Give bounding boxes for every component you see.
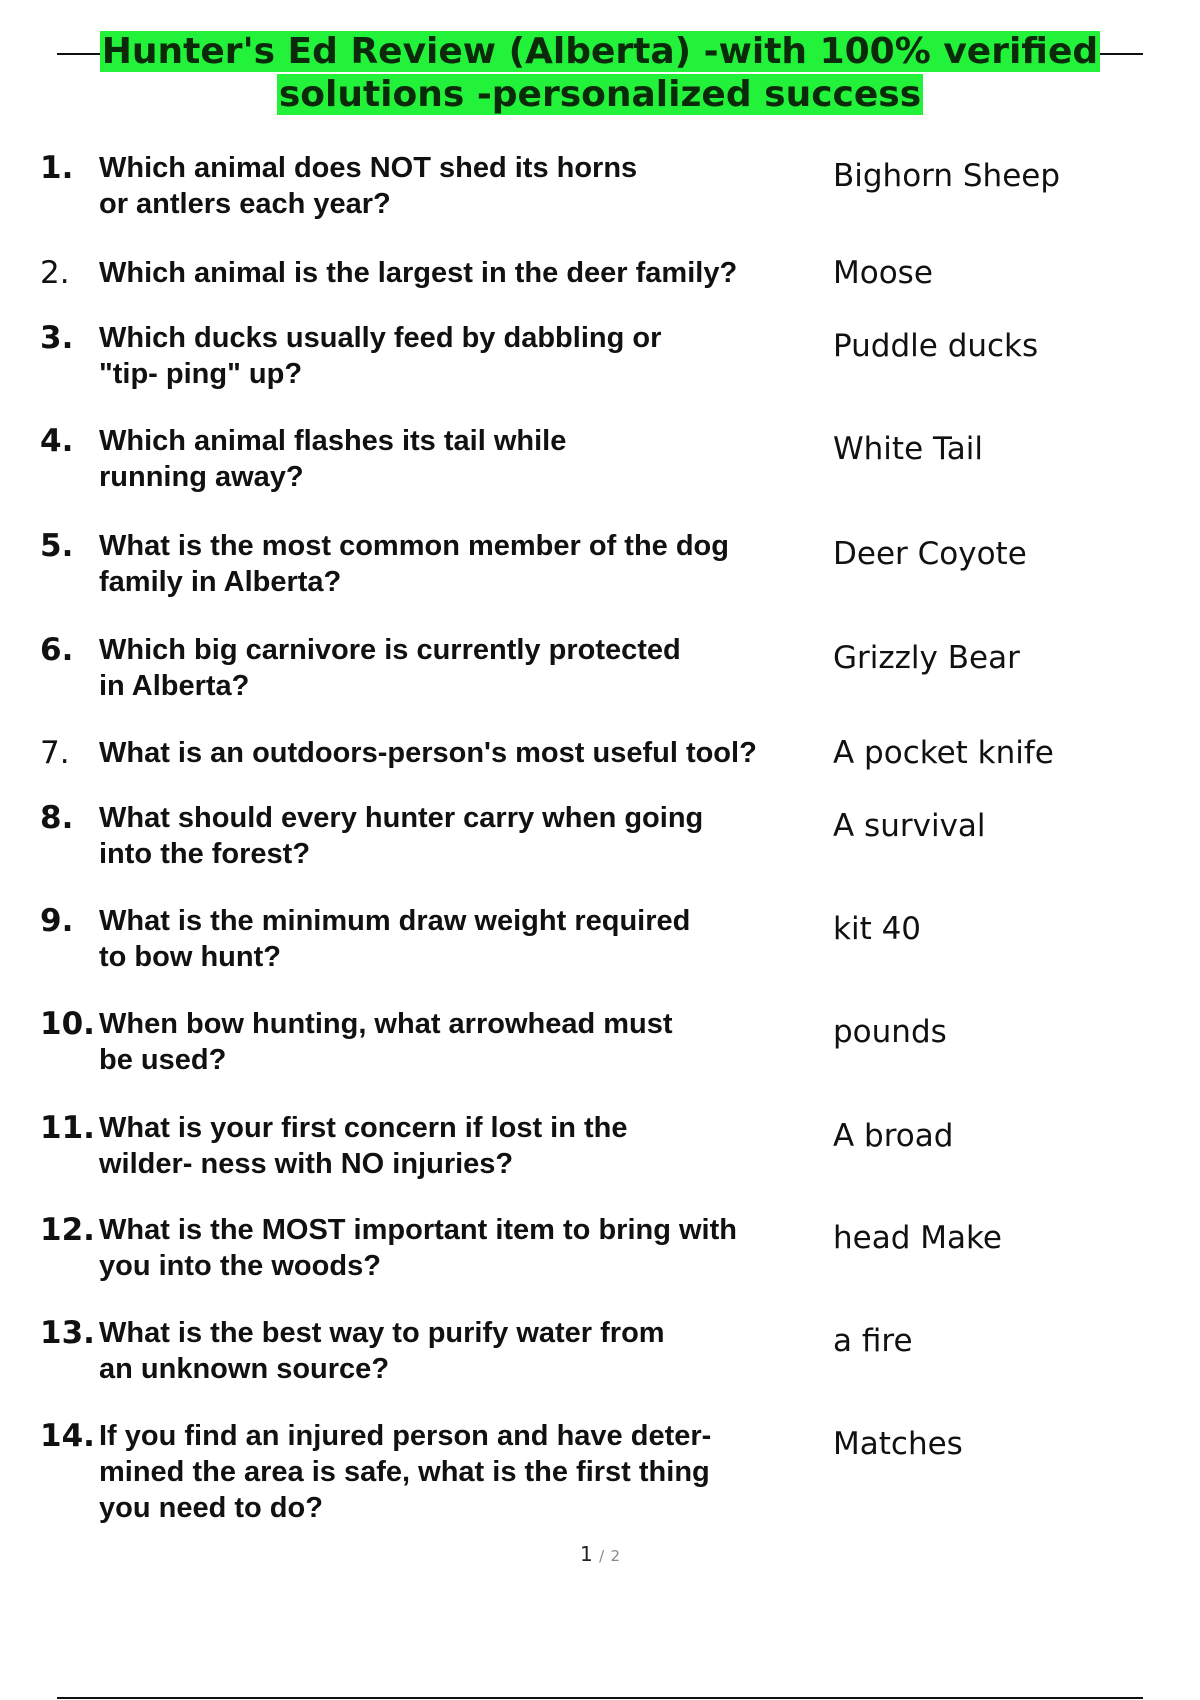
question-text <box>99 423 829 495</box>
question-text-line: What is the most common member of the dog <box>99 530 729 562</box>
question-number: 12. <box>40 1212 95 1248</box>
answer-text: Moose <box>833 255 933 291</box>
question-text-line: or antlers each year? <box>99 188 391 220</box>
question-number: 6. <box>40 632 74 668</box>
question-text <box>99 1315 829 1387</box>
question-number: 2. <box>40 255 70 291</box>
bottom-rule <box>57 1697 1143 1699</box>
question-text-line: running away? <box>99 461 304 493</box>
question-text-line: Which animal flashes its tail while <box>99 425 567 457</box>
page-indicator <box>0 1542 1200 1566</box>
question-text-line: What is the minimum draw weight required <box>99 905 691 937</box>
question-number: 13. <box>40 1315 95 1351</box>
question-text-line: you need to do? <box>99 1492 323 1524</box>
question-text-line: When bow hunting, what arrowhead must <box>99 1008 673 1040</box>
question-text-line: If you find an injured person and have deter- <box>99 1420 712 1452</box>
answer-text: A survival <box>833 808 986 844</box>
question-number: 11. <box>40 1110 95 1146</box>
question-text-line: What is the MOST important item to bring with <box>99 1214 737 1246</box>
question-number: 3. <box>40 320 74 356</box>
question-text-line: be used? <box>99 1044 227 1076</box>
question-text <box>99 1006 829 1078</box>
question-text-line: Which animal is the largest in the deer family? <box>99 257 738 289</box>
question-text <box>99 255 829 291</box>
question-number: 7. <box>40 735 70 771</box>
question-text <box>99 320 829 392</box>
question-number: 8. <box>40 800 74 836</box>
answer-text: head Make <box>833 1220 1002 1256</box>
answer-text: Puddle ducks <box>833 328 1039 364</box>
question-text-line: to bow hunt? <box>99 941 281 973</box>
question-text-line: mined the area is safe, what is the first thing <box>99 1456 710 1488</box>
answer-text: A pocket knife <box>833 735 1054 771</box>
question-text <box>99 1418 829 1526</box>
question-text <box>99 150 829 222</box>
answer-text: A broad <box>833 1118 954 1154</box>
page-total: 2 <box>610 1547 621 1565</box>
question-text-line: family in Alberta? <box>99 566 342 598</box>
question-text-line: What is an outdoors-person's most useful tool? <box>99 737 757 769</box>
question-text-line: Which animal does NOT shed its horns <box>99 152 638 184</box>
answer-text: Matches <box>833 1426 963 1462</box>
answer-text: pounds <box>833 1014 947 1050</box>
answer-text: White Tail <box>833 431 984 467</box>
question-text-line: What is your first concern if lost in the <box>99 1112 628 1144</box>
question-number: 9. <box>40 903 74 939</box>
question-number: 4. <box>40 423 74 459</box>
answer-text: a fire <box>833 1323 913 1359</box>
question-text <box>99 632 829 704</box>
question-text <box>99 1110 829 1182</box>
question-text-line: an unknown source? <box>99 1353 390 1385</box>
document-title <box>0 30 1200 116</box>
answer-text: Grizzly Bear <box>833 640 1020 676</box>
question-text-line: What should every hunter carry when going <box>99 802 704 834</box>
question-text <box>99 903 829 975</box>
title-line-1: Hunter's Ed Review (Alberta) -with 100% verified <box>101 31 1099 72</box>
answer-text: Bighorn Sheep <box>833 158 1061 194</box>
question-number: 10. <box>40 1006 95 1042</box>
page-current: 1 <box>579 1542 593 1566</box>
answer-text: kit 40 <box>833 911 922 947</box>
question-text <box>99 528 829 600</box>
question-text-line: "tip- ping" up? <box>99 358 303 390</box>
question-text <box>99 800 829 872</box>
page-separator: / <box>599 1547 605 1565</box>
question-text-line: in Alberta? <box>99 670 250 702</box>
question-number: 14. <box>40 1418 95 1454</box>
question-text <box>99 1212 829 1284</box>
question-number: 1. <box>40 150 74 186</box>
question-text-line: into the forest? <box>99 838 311 870</box>
question-text-line: Which big carnivore is currently protected <box>99 634 681 666</box>
question-number: 5. <box>40 528 74 564</box>
question-text <box>99 735 829 771</box>
answer-text: Deer Coyote <box>833 536 1027 572</box>
question-text-line: Which ducks usually feed by dabbling or <box>99 322 662 354</box>
title-line-2: solutions -personalized success <box>278 74 922 115</box>
question-text-line: you into the woods? <box>99 1250 381 1282</box>
question-text-line: What is the best way to purify water from <box>99 1317 665 1349</box>
question-text-line: wilder- ness with NO injuries? <box>99 1148 514 1180</box>
